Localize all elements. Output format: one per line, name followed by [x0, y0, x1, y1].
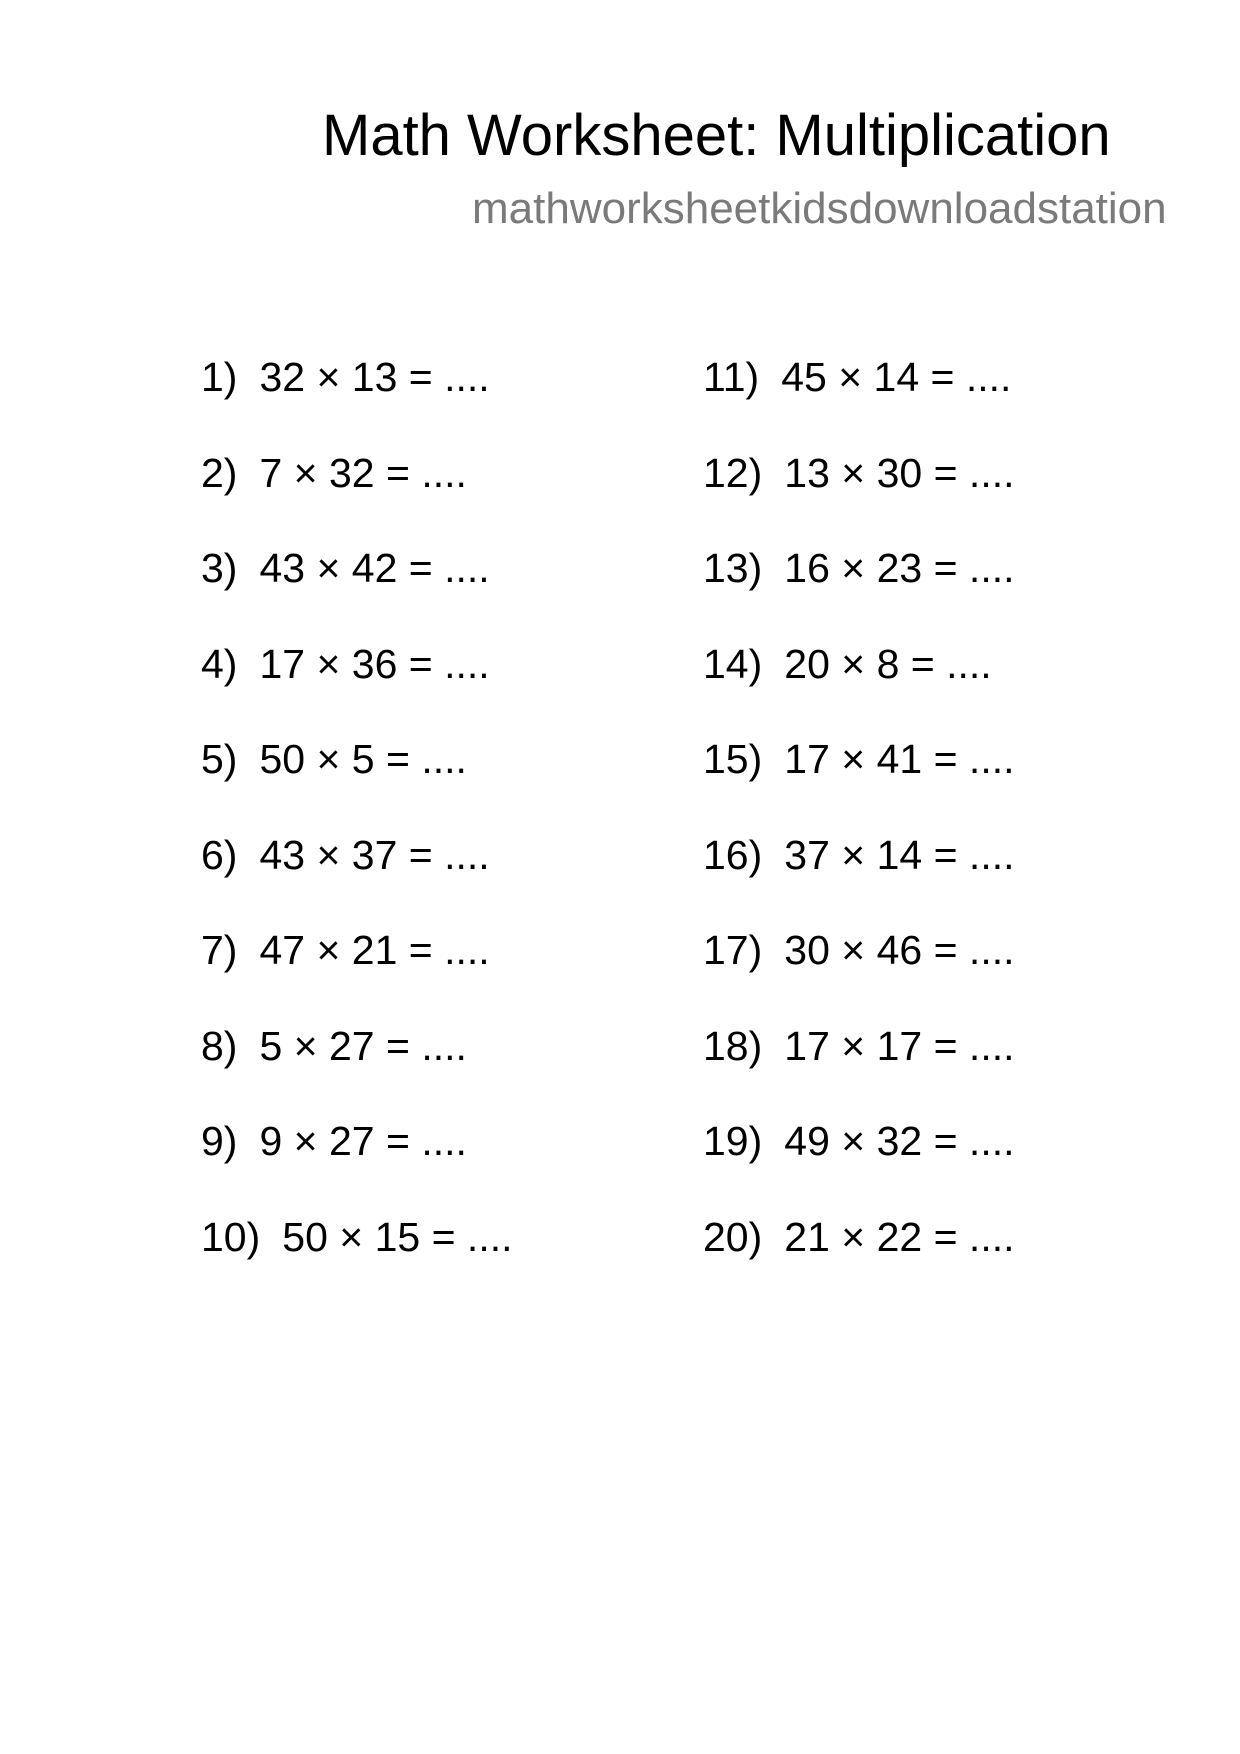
problem-number: 13): [703, 545, 763, 591]
problem-expression: 49 × 32 = ....: [784, 1118, 1015, 1164]
problem-number: 7): [201, 927, 238, 973]
problem-number: 4): [201, 640, 238, 687]
problem-column-right: [703, 355, 1015, 1310]
problem-expression: 50 × 15 = ....: [282, 1213, 513, 1260]
problem-number: 10): [201, 1213, 261, 1260]
problem-expression: 5 × 27 = ....: [259, 1022, 467, 1069]
problem-number: 12): [703, 449, 763, 496]
problem-number: 5): [201, 736, 238, 782]
problem-number: 17): [703, 927, 763, 973]
problem-expression: 45 × 14 = ....: [781, 354, 1012, 400]
problem-item: [703, 928, 1015, 1024]
problem-expression: 32 × 13 = ....: [259, 354, 490, 400]
problem-expression: 21 × 22 = ....: [784, 1213, 1015, 1260]
problem-item: [703, 642, 1015, 738]
problem-expression: 47 × 21 = ....: [259, 927, 490, 973]
problem-number: 2): [201, 449, 238, 496]
problem-number: 3): [201, 545, 238, 591]
problem-item: [201, 928, 513, 1024]
problem-number: 15): [703, 736, 763, 782]
problem-expression: 7 × 32 = ....: [259, 449, 467, 496]
problem-expression: 20 × 8 = ....: [784, 640, 992, 687]
problem-item: [201, 1024, 513, 1120]
problem-number: 8): [201, 1022, 238, 1069]
problem-number: 16): [703, 831, 763, 878]
problem-item: [201, 546, 513, 642]
problem-expression: 50 × 5 = ....: [259, 736, 467, 782]
problem-expression: 9 × 27 = ....: [259, 1118, 467, 1164]
problem-item: [703, 355, 1015, 451]
problem-column-left: [201, 355, 513, 1310]
problem-expression: 43 × 42 = ....: [259, 545, 490, 591]
problem-item: [703, 1215, 1015, 1311]
problem-number: 1): [201, 354, 238, 400]
problem-item: [703, 1024, 1015, 1120]
problem-expression: 17 × 17 = ....: [784, 1022, 1015, 1069]
problem-item: [201, 1215, 513, 1311]
problem-expression: 16 × 23 = ....: [784, 545, 1015, 591]
problem-expression: 30 × 46 = ....: [784, 927, 1015, 973]
problem-number: 14): [703, 640, 763, 687]
problem-expression: 43 × 37 = ....: [259, 831, 490, 878]
problem-item: [703, 546, 1015, 642]
problem-number: 20): [703, 1213, 763, 1260]
problem-item: [201, 1119, 513, 1215]
problem-item: [201, 642, 513, 738]
problem-expression: 17 × 41 = ....: [784, 736, 1015, 782]
problem-item: [703, 1119, 1015, 1215]
problem-item: [201, 737, 513, 833]
site-name: mathworksheetkidsdownloadstation: [472, 184, 1167, 233]
problem-expression: 37 × 14 = ....: [784, 831, 1015, 878]
problem-item: [201, 451, 513, 547]
page-title: Math Worksheet: Multiplication: [322, 103, 1111, 168]
problem-number: 9): [201, 1118, 238, 1164]
problem-item: [201, 355, 513, 451]
problem-item: [703, 737, 1015, 833]
problem-item: [201, 833, 513, 929]
problem-expression: 13 × 30 = ....: [784, 449, 1015, 496]
problem-item: [703, 451, 1015, 547]
problem-number: 18): [703, 1022, 763, 1069]
problem-item: [703, 833, 1015, 929]
problem-number: 19): [703, 1118, 763, 1164]
problem-number: 11): [703, 354, 760, 400]
problem-expression: 17 × 36 = ....: [259, 640, 490, 687]
problem-number: 6): [201, 831, 238, 878]
